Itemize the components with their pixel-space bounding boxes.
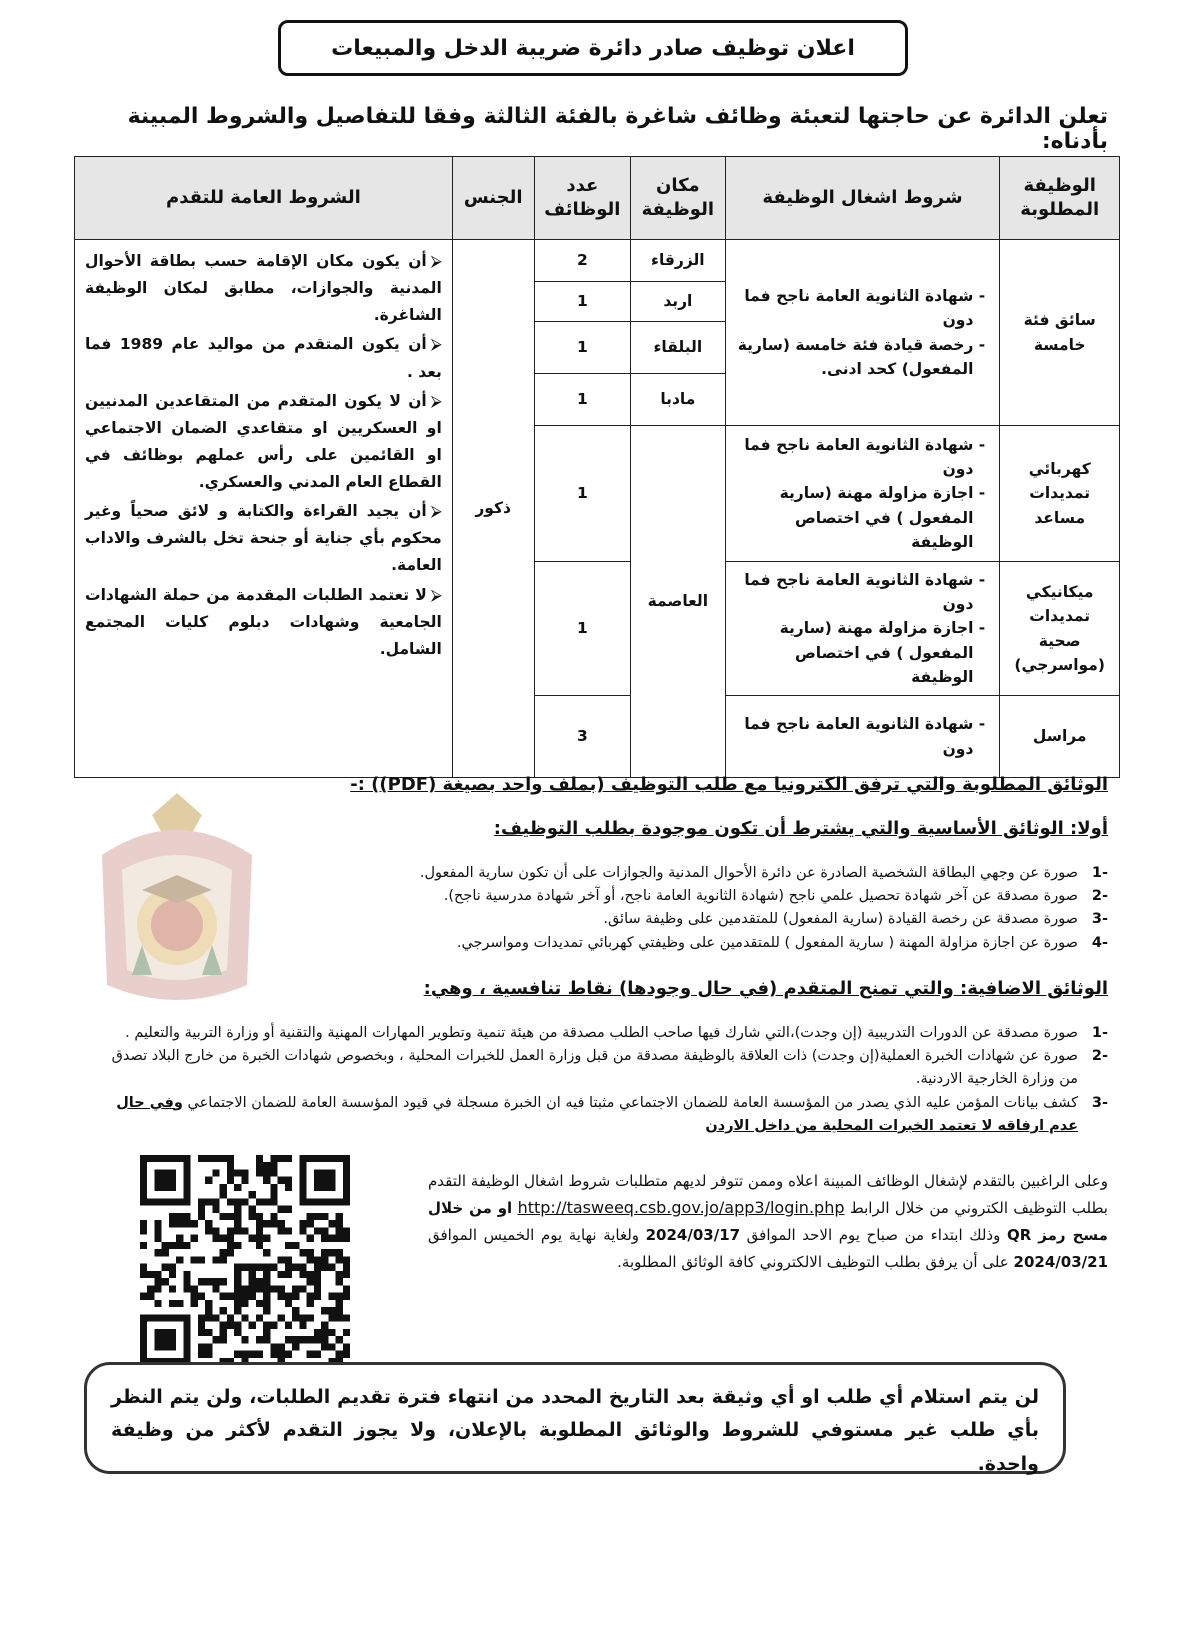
jobs-table xyxy=(74,156,1120,778)
application-link[interactable]: http://tasweeq.csb.gov.jo/app3/login.php xyxy=(517,1198,845,1218)
footer-notice: لن يتم استلام أي طلب او أي وثيقة بعد التاريخ المحدد من انتهاء فترة تقديم الطلبات، ولن يتم النظر بأي طلب غير مستوفي للشروط والوثائق المطلوبة بالإعلان، ولا يجوز التقدم لأكثر من وظيفة واحدة. xyxy=(84,1362,1066,1474)
arrow-bullet-icon: ⮚ xyxy=(430,585,442,604)
header-general: الشروط العامة للتقدم xyxy=(75,157,453,240)
header-location: مكان الوظيفة xyxy=(631,157,725,240)
condition-item: - شهادة الثانوية العامة ناجح فما دون xyxy=(734,712,974,760)
general-condition-item: ⮚أن يكون مكان الإقامة حسب بطاقة الأحوال المدنية والجوازات، مطابق لمكان الوظيفة الشاغرة. xyxy=(85,252,442,325)
job-count: 2 xyxy=(534,240,631,282)
qr-code-icon xyxy=(140,1155,350,1365)
job-title: مراسل xyxy=(1000,696,1120,778)
job-count: 3 xyxy=(534,696,631,778)
end-date: 2024/03/21 xyxy=(1013,1252,1108,1271)
intro-text: تعلن الدائرة عن حاجتها لتعبئة وظائف شاغرة بالفئة الثالثة وفقا للتفاصيل والشروط المبينة بأدناه: xyxy=(127,104,1108,154)
apply-instructions: وعلى الراغبين بالتقدم لإشغال الوظائف المبينة اعلاه وممن تتوفر لديهم متطلبات شروط اشغال الوظيفة التقدم بطلب التوظيف الكتروني من خلال الرابط http://tasweeq.csb.gov.jo/app3/login.php او من خلال مسح رمز QR وذلك ابتداء من صباح يوم الاحد الموافق 2024/03/17 ولغاية نهاية يوم الخميس الموافق 2024/03/21 على أن يرفق بطلب التوظيف الالكتروني كافة الوثائق المطلوبة. xyxy=(428,1172,1108,1271)
job-conditions xyxy=(725,240,1000,426)
list-item: -1 صورة عن وجهي البطاقة الشخصية الصادرة عن دائرة الأحوال المدنية والجوازات على أن تكون سارية المفعول. xyxy=(419,865,1108,881)
header-count: عدد الوظائف xyxy=(534,157,631,240)
job-count: 1 xyxy=(534,562,631,696)
page-title: اعلان توظيف صادر دائرة ضريبة الدخل والمبيعات xyxy=(278,20,908,76)
arrow-bullet-icon: ⮚ xyxy=(430,391,442,410)
job-location: العاصمة xyxy=(631,426,725,778)
start-date: 2024/03/17 xyxy=(645,1226,741,1245)
condition-item: - اجازة مزاولة مهنة (سارية المفعول ) في اختصاص الوظيفة xyxy=(734,481,974,553)
arrow-bullet-icon: ⮚ xyxy=(430,335,442,354)
job-conditions xyxy=(725,696,1000,778)
list-item: -2 صورة عن شهادات الخبرة العملية(إن وجدت) ذات العلاقة بالوظيفة مصدقة من قبل وزارة العمل للخبرات المحلية ، وبخصوص شهادات الخبرة من خارج البلاد تصدق من وزارة الخارجية الاردنية. xyxy=(111,1048,1108,1088)
header-gender: الجنس xyxy=(452,157,534,240)
extra-documents-list xyxy=(108,1022,1108,1138)
header-job: الوظيفة المطلوبة xyxy=(1000,157,1120,240)
job-count: 1 xyxy=(534,426,631,562)
general-conditions xyxy=(75,240,453,778)
job-location: الزرقاء xyxy=(631,240,725,282)
arrow-bullet-icon: ⮚ xyxy=(430,502,442,521)
job-location: البلقاء xyxy=(631,322,725,374)
job-count: 1 xyxy=(534,282,631,322)
general-condition-item: ⮚أن لا يكون المتقدم من المتقاعدين المدنيين او العسكريين او متقاعدي الضمان الاجتماعي او القائمين على رأس عملهم بوظائف في القطاع العام المدني والعسكري. xyxy=(85,391,442,491)
table-row xyxy=(75,240,1120,282)
job-conditions xyxy=(725,562,1000,696)
job-location: مادبا xyxy=(631,374,725,426)
general-condition-item: ⮚أن يكون المتقدم من مواليد عام 1989 فما بعد . xyxy=(85,335,442,381)
job-location: اربد xyxy=(631,282,725,322)
condition-item: - شهادة الثانوية العامة ناجح فما دون xyxy=(734,284,974,332)
job-count: 1 xyxy=(534,374,631,426)
list-item: -3 صورة مصدقة عن رخصة القيادة (سارية المفعول) للمتقدمين على وظيفة سائق. xyxy=(603,911,1108,928)
basic-documents-heading: أولا: الوثائق الأساسية والتي يشترط أن تكون موجودة بطلب التوظيف: xyxy=(493,818,1108,839)
documents-intro: الوثائق المطلوبة والتي ترفق الكترونيا مع طلب التوظيف (بملف واحد بصيغة (PDF)) :- xyxy=(350,774,1108,795)
job-conditions xyxy=(725,426,1000,562)
job-count: 1 xyxy=(534,322,631,374)
job-title: كهربائي تمديدات مساعد xyxy=(1000,426,1120,562)
extra-note: وفي حال عدم ارفاقه لا تعتمد الخبرات المحلية من داخل الاردن xyxy=(116,1094,1078,1134)
header-conditions: شروط اشغال الوظيفة xyxy=(725,157,1000,240)
condition-item: - شهادة الثانوية العامة ناجح فما دون xyxy=(734,568,974,616)
basic-documents-list xyxy=(308,862,1108,955)
table-header-row xyxy=(75,157,1120,240)
general-condition-item: ⮚أن يجيد القراءة والكتابة و لائق صحياً وغير محكوم بأي جناية أو جنحة تخل بالشرف والاداب العامة. xyxy=(85,502,442,575)
general-condition-item: ⮚لا تعتمد الطلبات المقدمة من حملة الشهادات الجامعية وشهادات دبلوم كليات المجتمع الشامل. xyxy=(85,585,442,658)
list-item: -1 صورة مصدقة عن الدورات التدريبية (إن وجدت)،التي شارك فيها صاحب الطلب مصدقة من هيئة تنمية وتطوير المهارات المهنية والتقنية أو وزارة التربية والتعليم . xyxy=(125,1025,1108,1041)
gender-cell: ذكور xyxy=(452,240,534,778)
condition-item: - رخصة قيادة فئة خامسة (سارية المفعول) كحد ادنى. xyxy=(734,333,974,381)
list-item: -2 صورة مصدقة عن آخر شهادة تحصيل علمي ناجح (شهادة الثانوية العامة ناجح، أو آخر شهادة مدرسية ناجح). xyxy=(443,888,1108,905)
list-item: -3 كشف بيانات المؤمن عليه الذي يصدر من المؤسسة العامة للضمان الاجتماعي مثبتا فيه ان الخبرة مسجلة في قيود المؤسسة العامة للضمان الاجتماعي وفي حال عدم ارفاقه لا تعتمد الخبرات المحلية من داخل الاردن xyxy=(116,1094,1108,1134)
arrow-bullet-icon: ⮚ xyxy=(430,252,442,270)
job-title: سائق فئة خامسة xyxy=(1000,240,1120,426)
list-item: -4 صورة عن اجازة مزاولة المهنة ( سارية المفعول ) للمتقدمين على وظيفتي كهربائي تمديدات ومواسرجي. xyxy=(456,934,1108,951)
condition-item: - شهادة الثانوية العامة ناجح فما دون xyxy=(734,433,974,481)
extra-documents-heading: الوثائق الاضافية: والتي تمنح المتقدم (في حال وجودها) نقاط تنافسية ، وهي: xyxy=(423,978,1108,999)
job-title: ميكانيكي تمديدات صحية (مواسرجي) xyxy=(1000,562,1120,696)
condition-item: - اجازة مزاولة مهنة (سارية المفعول ) في اختصاص الوظيفة xyxy=(734,616,974,688)
